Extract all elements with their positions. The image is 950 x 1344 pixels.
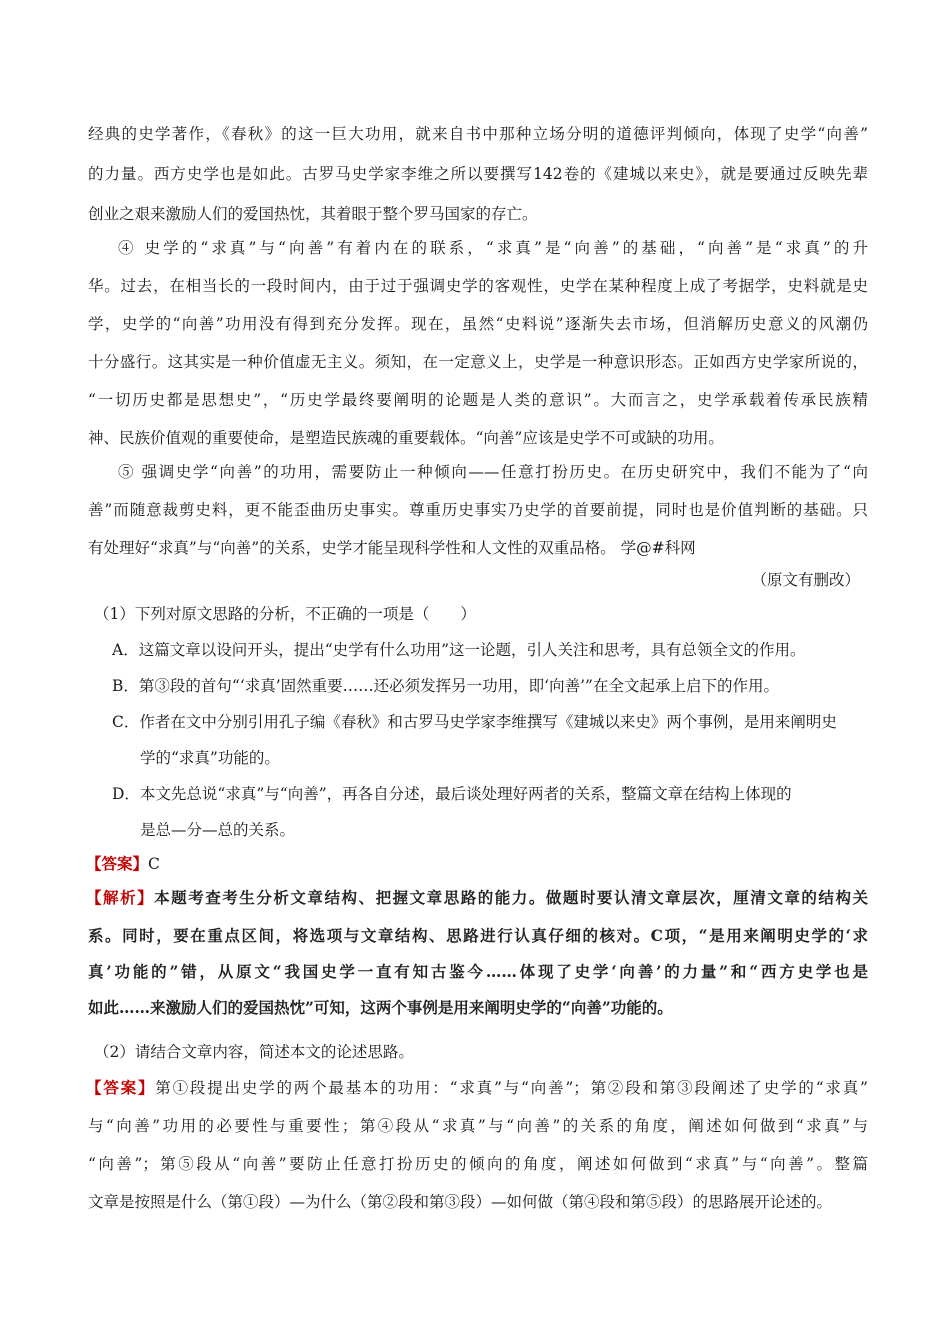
question-2-stem: （2）请结合文章内容，简述本文的论述思路。 (94, 1043, 414, 1061)
answer-text: 第①段提出史学的两个最基本的功用：“求真”与“向善”；第②段和第③段阐述了史学的“求真” (155, 1079, 868, 1097)
answer-2-line (86, 1078, 868, 1098)
passage-line: 神、民族价值观的重要使命，是塑造民族魂的重要载体。“向善”应该是史学不可或缺的功用。 (88, 429, 724, 447)
option-d-cont: 是总—分—总的关系。 (140, 821, 296, 839)
option-c-cont: 学的“求真”功能的。 (140, 749, 280, 767)
option-a: A．这篇文章以设问开头，提出“史学有什么功用”这一论题，引人关注和思考，具有总领全文的作用。 (112, 641, 806, 659)
answer-value: C (148, 855, 160, 873)
option-b: B．第③段的首句“‘求真’固然重要……还必须发挥另一功用，即‘向善’”在全文起承上启下的作用。 (112, 677, 779, 695)
passage-line: 创业之艰来激励人们的爱国热忱，其着眼于整个罗马国家的存亡。 (88, 205, 538, 223)
analysis-text: 本题考查考生分析文章结构、把握文章思路的能力。做题时要认清文章层次，厘清文章的结构关 (154, 888, 868, 907)
analysis-label: 【解析】 (86, 888, 155, 907)
passage-line: 的力量。西方史学也是如此。古罗马史学家李维之所以要撰写142卷的《建城以来史》，就是要通过反映先辈 (88, 165, 868, 183)
option-d: D．本文先总说“求真”与“向善”，再各自分述，最后谈处理好两者的关系，整篇文章在结构上体现的 (112, 785, 792, 803)
passage-line: ⑤ 强调史学“向善”的功用，需要防止一种倾向——任意打扮历史。在历史研究中，我们不能为了“向 (118, 463, 868, 481)
answer-label: 【答案】 (86, 854, 149, 873)
analysis-line: 系。同时，要在重点区间，将选项与文章结构、思路进行认真仔细的核对。C项，“是用来阐明史学的‘求 (88, 926, 868, 945)
passage-line: 华。过去，在相当长的一段时间内，由于过于强调史学的客观性，史学在某种程度上成了考据学，史料就是史 (88, 277, 868, 295)
passage-line: 十分盛行。这其实是一种价值虚无主义。须知，在一定意义上，史学是一种意识形态。正如西方史学家所说的， (88, 353, 868, 371)
passage-line: ④ 史学的“求真”与“向善”有着内在的联系，“求真”是“向善”的基础，“向善”是“求真”的升 (118, 239, 868, 257)
analysis-line: 真’功能的”错，从原文“我国史学一直有知古鉴今……体现了史学‘向善’的力量”和“西方史学也是 (88, 962, 868, 981)
passage-line: 有处理好“求真”与“向善”的关系，史学才能呈现科学性和人文性的双重品格。 学@#科网 (88, 539, 696, 557)
answer-label: 【答案】 (86, 1078, 156, 1097)
passage-line: 学，史学的“向善”功用没有得到充分发挥。现在，虽然“史料说”逐渐失去市场，但消解历史意义的风潮仍 (88, 315, 868, 333)
question-1-stem: （1）下列对原文思路的分析，不正确的一项是（ ） (94, 605, 476, 623)
passage-line: 善”而随意裁剪史料，更不能歪曲历史事实。尊重历史事实乃史学的首要前提，同时也是价值判断的基础。只 (88, 501, 868, 519)
analysis-line: 如此……来激励人们的爱国热忱”可知，这两个事例是用来阐明史学的“向善”功能的。 (88, 998, 673, 1017)
answer-2-line: “向善”；第⑤段从“向善”要防止任意打扮历史的倾向的角度，阐述如何做到“求真”与“向善”。整篇 (88, 1155, 868, 1173)
source-note: （原文有删改） (751, 571, 860, 589)
answer-1 (86, 854, 866, 874)
passage-line: 经典的史学著作，《春秋》的这一巨大功用，就来自书中那种立场分明的道德评判倾向，体现了史学“向善” (88, 125, 868, 143)
answer-2-line: 与“向善”功用的必要性与重要性；第④段从“求真”与“向善”的关系的角度，阐述如何做到“求真”与 (88, 1117, 868, 1135)
option-c: C．作者在文中分别引用孔子编《春秋》和古罗马史学家李维撰写《建城以来史》两个事例，是用来阐明史 (112, 713, 837, 731)
answer-2-line: 文章是按照是什么（第①段）—为什么（第②段和第③段）—如何做（第④段和第⑤段）的思路展开论述的。 (88, 1193, 833, 1211)
analysis-line (86, 888, 868, 908)
passage-line: “一切历史都是思想史”，“历史学最终要阐明的论题是人类的意识”。大而言之，史学承载着传承民族精 (88, 391, 868, 409)
